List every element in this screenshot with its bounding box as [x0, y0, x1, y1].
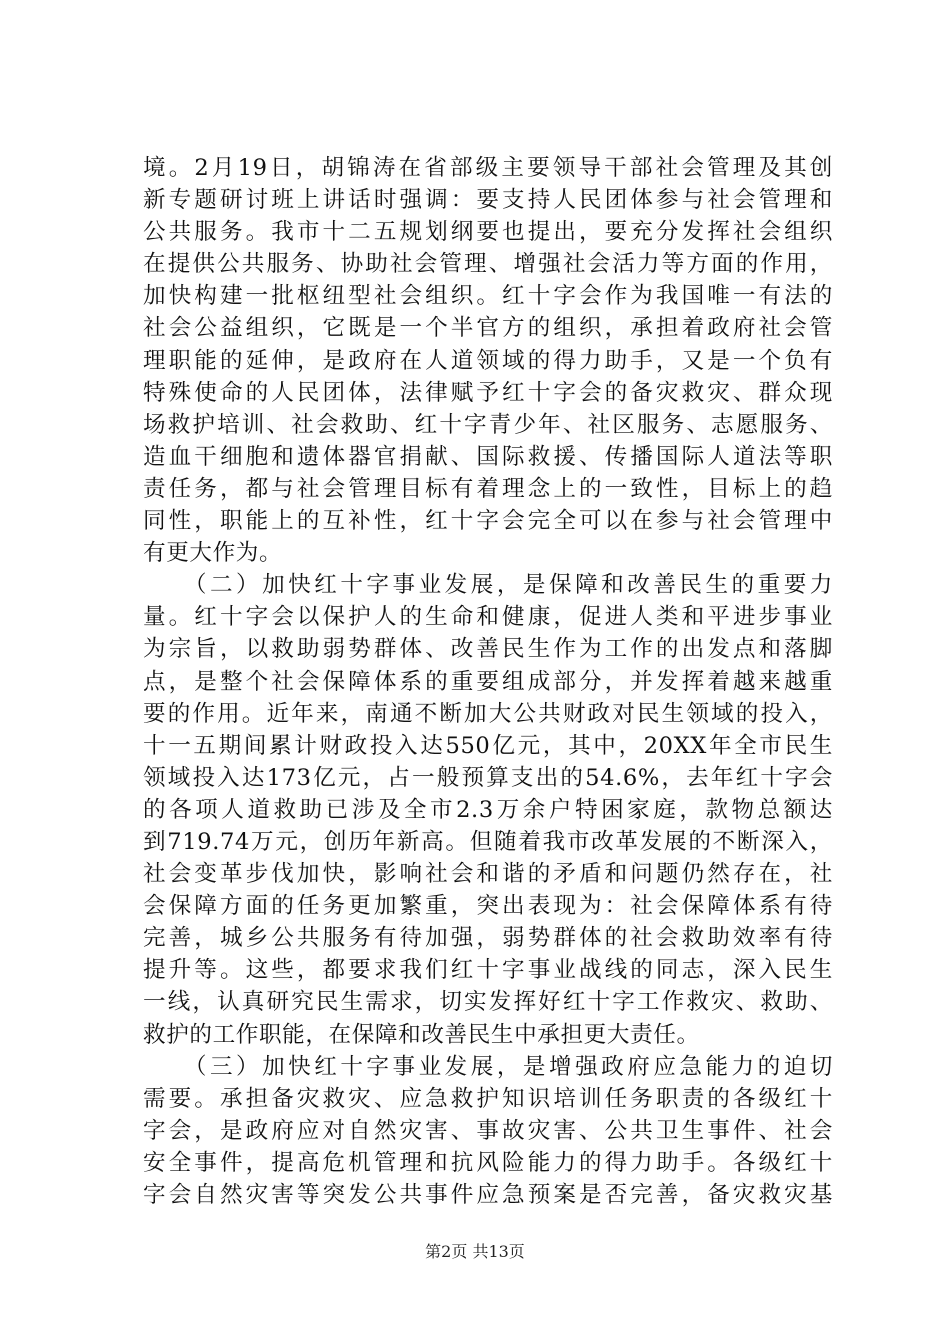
- text-line: 在提供公共服务、协助社会管理、增强社会活力等方面的作用，: [143, 251, 833, 278]
- text-line: 新专题研讨班上讲话时强调：要支持人民团体参与社会管理和: [143, 187, 833, 214]
- text-line: 为宗旨，以救助弱势群体、改善民生作为工作的出发点和落脚: [143, 636, 833, 663]
- text-line: 的各项人道救助已涉及全市2.3万余户特困家庭，款物总额达: [143, 796, 833, 823]
- text-line: 同性，职能上的互补性，红十字会完全可以在参与社会管理中: [143, 508, 833, 535]
- text-line: 境。2月19日，胡锦涛在省部级主要领导干部社会管理及其创: [143, 155, 833, 181]
- text-line: 完善，城乡公共服务有待加强，弱势群体的社会救助效率有待: [143, 925, 833, 952]
- text-line: 安全事件，提高危机管理和抗风险能力的得力助手。各级红十: [143, 1149, 833, 1176]
- text-line: 点，是整个社会保障体系的重要组成部分，并发挥着越来越重: [143, 668, 833, 695]
- text-line: 一线，认真研究民生需求，切实发挥好红十字工作救灾、救助、: [143, 989, 833, 1016]
- text-line: 特殊使命的人民团体，法律赋予红十字会的备灾救灾、群众现: [143, 379, 833, 406]
- text-line: 到719.74万元，创历年新高。但随着我市改革发展的不断深入，: [143, 828, 833, 855]
- text-line: 救护的工作职能，在保障和改善民生中承担更大责任。: [143, 1021, 700, 1048]
- text-line: 公共服务。我市十二五规划纲要也提出，要充分发挥社会组织: [143, 219, 833, 246]
- text-line: 字会，是政府应对自然灾害、事故灾害、公共卫生事件、社会: [143, 1117, 833, 1144]
- text-line: 领域投入达173亿元，占一般预算支出的54.6%，去年红十字会: [143, 764, 833, 791]
- page-number-footer: 第2页 共13页: [425, 1242, 525, 1261]
- text-line: 十一五期间累计财政投入达550亿元，其中，20XX年全市民生: [143, 732, 833, 759]
- text-line: 造血干细胞和遗体器官捐献、国际救援、传播国际人道法等职: [143, 443, 833, 470]
- text-line: 字会自然灾害等突发公共事件应急预案是否完善，备灾救灾基: [143, 1182, 833, 1208]
- text-line: （二）加快红十字事业发展，是保障和改善民生的重要力: [143, 572, 833, 599]
- text-line: 加快构建一批枢纽型社会组织。红十字会作为我国唯一有法的: [143, 283, 833, 310]
- text-line: 需要。承担备灾救灾、应急救护知识培训任务职责的各级红十: [143, 1085, 833, 1112]
- text-line: 理职能的延伸，是政府在人道领域的得力助手，又是一个负有: [143, 347, 833, 374]
- text-line: 社会变革步伐加快，影响社会和谐的矛盾和问题仍然存在，社: [143, 861, 833, 888]
- text-line: 社会公益组织，它既是一个半官方的组织，承担着政府社会管: [143, 315, 833, 342]
- text-line: 量。红十字会以保护人的生命和健康，促进人类和平进步事业: [143, 604, 833, 631]
- text-line: 提升等。这些，都要求我们红十字事业战线的同志，深入民生: [143, 957, 833, 984]
- text-line: （三）加快红十字事业发展，是增强政府应急能力的迫切: [143, 1053, 833, 1080]
- text-line: 有更大作为。: [143, 540, 283, 567]
- text-line: 责任务，都与社会管理目标有着理念上的一致性，目标上的趋: [143, 475, 833, 502]
- text-line: 场救护培训、社会救助、红十字青少年、社区服务、志愿服务、: [143, 411, 833, 438]
- text-line: 要的作用。近年来，南通不断加大公共财政对民生领域的投入，: [143, 700, 833, 727]
- body-text: [143, 152, 833, 1211]
- text-line: 会保障方面的任务更加繁重，突出表现为：社会保障体系有待: [143, 893, 833, 920]
